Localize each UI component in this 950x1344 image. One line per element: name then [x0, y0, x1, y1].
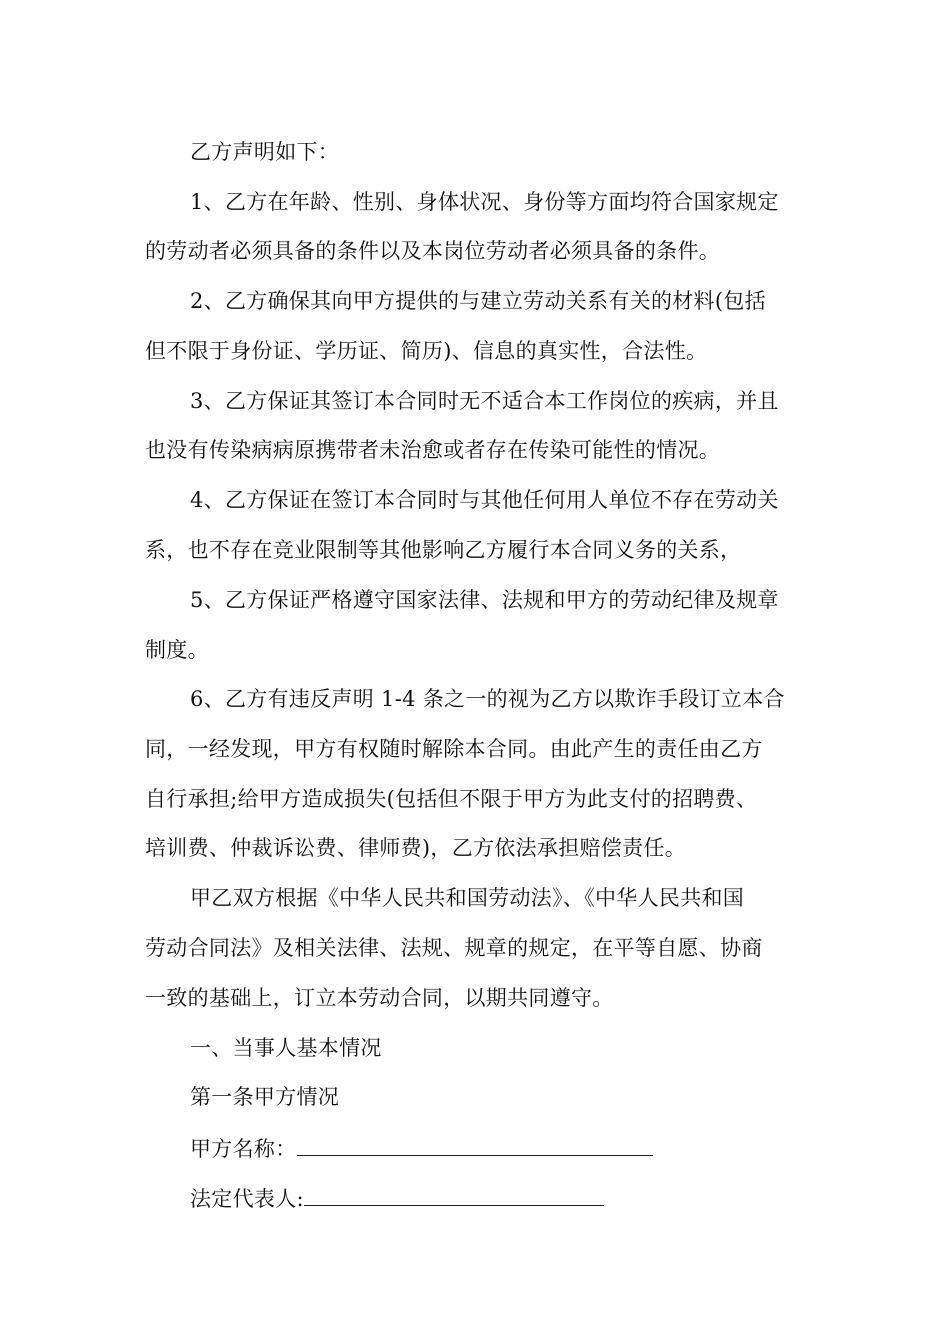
preamble-line-2: 劳动合同法》及相关法律、法规、规章的规定，在平等自愿、协商: [145, 936, 763, 960]
legal-rep-label: 法定代表人:: [190, 1187, 304, 1211]
statement-heading: 乙方声明如下：: [190, 140, 340, 164]
clause-5-line-2: 制度。: [145, 638, 209, 662]
clause-3-line-1: 3、乙方保证其签订本合同时无不适合本工作岗位的疾病，并且: [190, 389, 779, 413]
clause-6-line-3: 自行承担;给甲方造成损失(包括但不限于甲方为此支付的招聘费、: [145, 787, 758, 811]
clause-5-line-1: 5、乙方保证严格遵守国家法律、法规和甲方的劳动纪律及规章: [190, 588, 779, 612]
section-heading: 一、当事人基本情况: [190, 1036, 382, 1060]
party-a-name-label: 甲方名称：: [190, 1137, 297, 1161]
clause-6-line-4: 培训费、仲裁诉讼费、律师费)，乙方依法承担赔偿责任。: [145, 836, 686, 860]
clause-2-line-2: 但不限于身份证、学历证、简历)、信息的真实性，合法性。: [145, 339, 708, 363]
legal-rep-field: [190, 1183, 855, 1213]
party-a-name-field: [190, 1133, 855, 1163]
clause-4-line-2: 系，也不存在竞业限制等其他影响乙方履行本合同义务的关系，: [145, 538, 742, 562]
clause-6-line-2: 同，一经发现，甲方有权随时解除本合同。由此产生的责任由乙方: [145, 737, 763, 761]
party-a-name-blank: [297, 1133, 653, 1156]
article-heading: 第一条甲方情况: [190, 1085, 340, 1109]
clause-1-line-2: 的劳动者必须具备的条件以及本岗位劳动者必须具备的条件。: [145, 239, 721, 263]
clause-4-line-1: 4、乙方保证在签订本合同时与其他任何用人单位不存在劳动关: [190, 488, 779, 512]
clause-1-line-1: 1、乙方在年龄、性别、身体状况、身份等方面均符合国家规定: [190, 190, 779, 214]
preamble-line-3: 一致的基础上，订立本劳动合同，以期共同遵守。: [145, 986, 614, 1010]
clause-2-line-1: 2、乙方确保其向甲方提供的与建立劳动关系有关的材料(包括: [190, 289, 766, 313]
clause-3-line-2: 也没有传染病病原携带者未治愈或者存在传染可能性的情况。: [145, 438, 721, 462]
preamble-line-1: 甲乙双方根据《中华人民共和国劳动法》、《中华人民共和国: [190, 886, 745, 910]
clause-6-line-1: 6、乙方有违反声明 1-4 条之一的视为乙方以欺诈手段订立本合: [190, 687, 785, 711]
legal-rep-blank: [304, 1183, 604, 1206]
